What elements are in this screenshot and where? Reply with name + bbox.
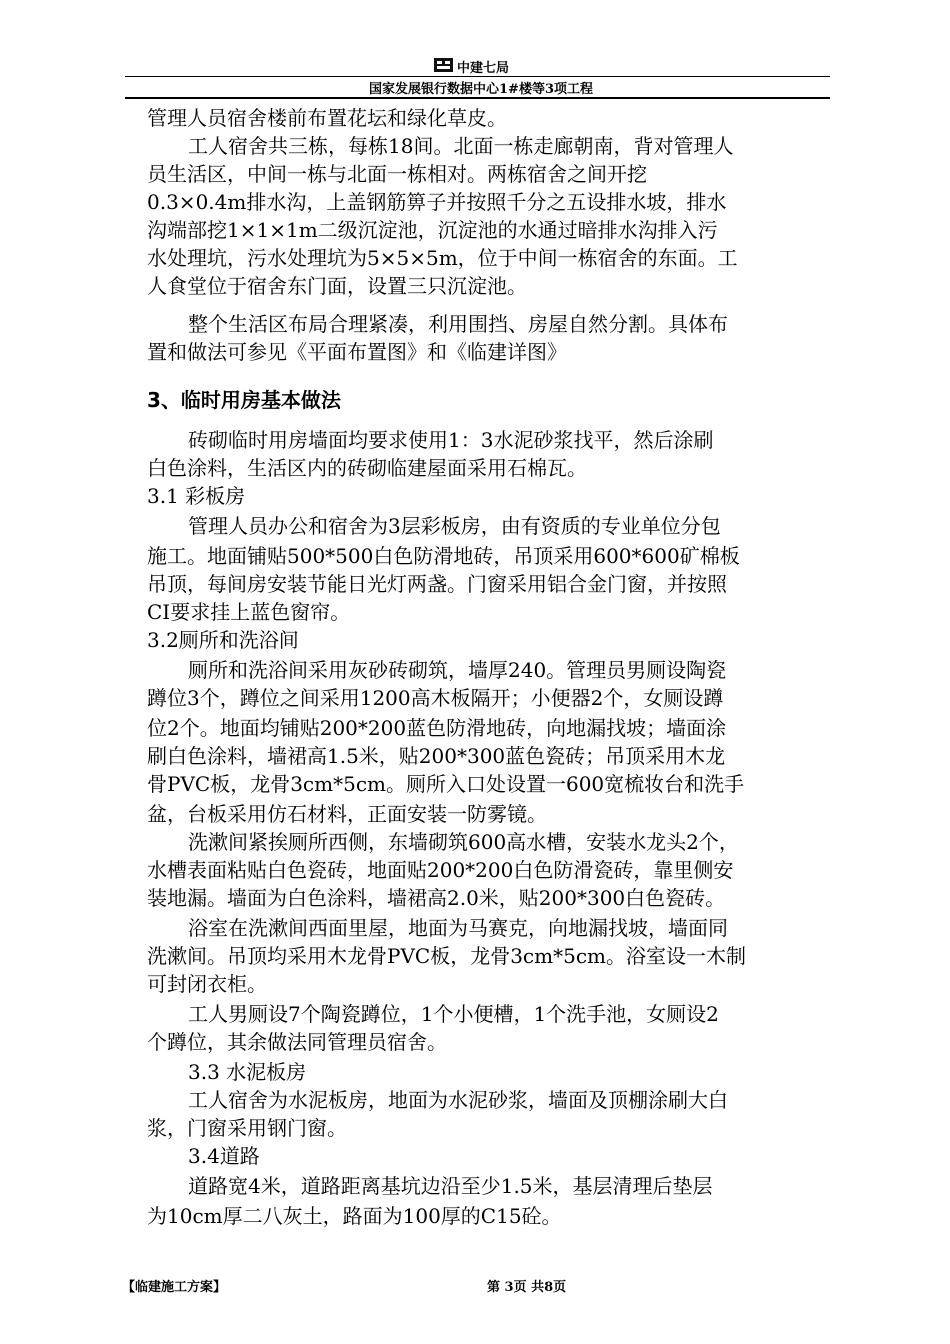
section-heading: 3、临时用房基本做法 bbox=[147, 388, 341, 412]
subsection-heading: 3.3 水泥板房 bbox=[188, 1060, 307, 1084]
footer-page-number: 第 3页 共8页 bbox=[487, 1280, 567, 1295]
body-line: 水槽表面粘贴白色瓷砖，地面贴200*200白色防滑瓷砖，靠里侧安 bbox=[147, 858, 734, 882]
body-line: 个蹲位，其余做法同管理员宿舍。 bbox=[147, 1030, 447, 1054]
body-line: 浴室在洗漱间西面里屋，地面为马赛克，向地漏找坡，墙面同 bbox=[188, 916, 728, 940]
body-line: 刷白色涂料，墙裙高1.5米，贴200*300蓝色瓷砖；吊顶采用木龙 bbox=[147, 744, 726, 768]
subsection-heading: 3.2厕所和洗浴间 bbox=[147, 628, 299, 652]
body-line: 盆，台板采用仿石材料，正面安装一防雾镜。 bbox=[147, 802, 547, 826]
body-line: 蹲位3个，蹲位之间采用1200高木板隔开；小便器2个，女厕设蹲 bbox=[147, 686, 724, 710]
header-rule bbox=[125, 76, 830, 77]
body-line: CI要求挂上蓝色窗帘。 bbox=[147, 600, 351, 624]
body-line: 置和做法可参见《平面布置图》和《临建详图》 bbox=[147, 340, 567, 364]
body-line: 整个生活区布局合理紧凑，利用围挡、房屋自然分割。具体布 bbox=[188, 312, 728, 336]
company-name: 中建七局 bbox=[457, 61, 510, 76]
company-logo-icon bbox=[434, 58, 453, 72]
body-line: 沟端部挖1×1×1m二级沉淀池，沉淀池的水通过暗排水沟排入污 bbox=[147, 218, 718, 242]
body-line: 浆，门窗采用钢门窗。 bbox=[147, 1116, 347, 1140]
body-line: 砖砌临时用房墙面均要求使用1：3水泥砂浆找平，然后涂刷 bbox=[188, 428, 714, 452]
body-line: 洗漱间。吊顶均采用木龙骨PVC板，龙骨3cm*5cm。浴室设一木制 bbox=[147, 944, 746, 968]
body-line: 可封闭衣柜。 bbox=[147, 972, 267, 996]
header-rule-bottom bbox=[125, 97, 830, 99]
body-line: 员生活区，中间一栋与北面一栋相对。两栋宿舍之间开挖 bbox=[147, 162, 647, 186]
body-line: 人食堂位于宿舍东门面，设置三只沉淀池。 bbox=[147, 274, 527, 298]
body-line: 厕所和洗浴间采用灰砂砖砌筑，墙厚240。管理员男厕设陶瓷 bbox=[188, 658, 727, 682]
body-line: 工人男厕设7个陶瓷蹲位，1个小便槽，1个洗手池，女厕设2 bbox=[188, 1002, 719, 1026]
body-line: 施工。地面铺贴500*500白色防滑地砖，吊顶采用600*600矿棉板 bbox=[147, 544, 740, 568]
body-line: 管理人员办公和宿舍为3层彩板房，由有资质的专业单位分包 bbox=[188, 514, 721, 538]
body-line: 水处理坑，污水处理坑为5×5×5m，位于中间一栋宿舍的东面。工 bbox=[147, 246, 738, 270]
body-line: 白色涂料，生活区内的砖砌临建屋面采用石棉瓦。 bbox=[147, 456, 587, 480]
body-line: 道路宽4米，道路距离基坑边沿至少1.5米，基层清理后垫层 bbox=[188, 1174, 713, 1198]
body-line: 骨PVC板，龙骨3cm*5cm。厕所入口处设置一600宽梳妆台和洗手 bbox=[147, 772, 745, 796]
body-line: 工人宿舍共三栋，每栋18间。北面一栋走廊朝南，背对管理人 bbox=[188, 134, 734, 158]
footer-doc-title: 【临建施工方案】 bbox=[122, 1280, 227, 1295]
project-title: 国家发展银行数据中心1#楼等3项工程 bbox=[369, 82, 593, 97]
body-line: 工人宿舍为水泥板房，地面为水泥砂浆，墙面及顶棚涂刷大白 bbox=[188, 1088, 728, 1112]
body-line: 0.3×0.4m排水沟，上盖钢筋箅子并按照千分之五设排水坡，排水 bbox=[147, 190, 727, 214]
body-line: 装地漏。墙面为白色涂料，墙裙高2.0米，贴200*300白色瓷砖。 bbox=[147, 886, 726, 910]
body-line: 管理人员宿舍楼前布置花坛和绿化草皮。 bbox=[147, 106, 507, 130]
subsection-heading: 3.4道路 bbox=[188, 1144, 260, 1168]
body-line: 洗漱间紧挨厕所西侧，东墙砌筑600高水槽，安装水龙头2个， bbox=[188, 830, 739, 854]
body-line: 位2个。地面均铺贴200*200蓝色防滑地砖，向地漏找坡；墙面涂 bbox=[147, 716, 727, 740]
subsection-heading: 3.1 彩板房 bbox=[147, 484, 246, 508]
body-line: 吊顶，每间房安装节能日光灯两盏。门窗采用铝合金门窗，并按照 bbox=[147, 572, 727, 596]
body-line: 为10cm厚二八灰土，路面为100厚的C15砼。 bbox=[147, 1204, 562, 1228]
